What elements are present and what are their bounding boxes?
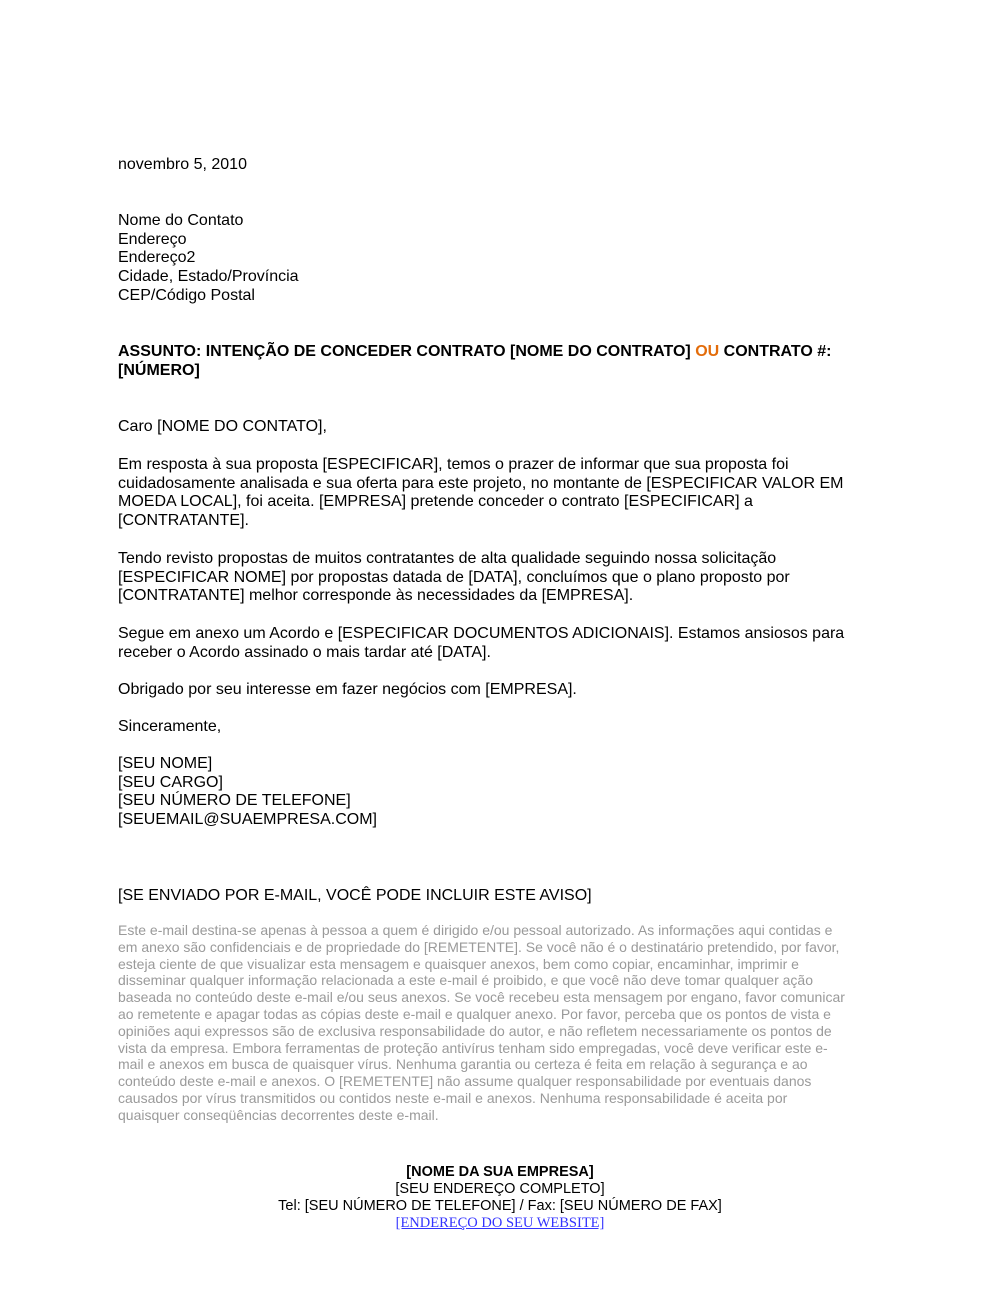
- footer-address: [SEU ENDEREÇO COMPLETO]: [395, 1181, 605, 1197]
- footer-phone-fax: Tel: [SEU NÚMERO DE TELEFONE] / Fax: [SEU NÚMERO DE FAX]: [278, 1198, 722, 1214]
- text-line: [CONTRATANTE].: [118, 512, 249, 530]
- text-line: esteja ciente de que visualizar esta mensagem e quaisquer anexos, bem como copiar, encaminhar, imprimir e: [118, 955, 799, 972]
- footer-website-link[interactable]: [ENDEREÇO DO SEU WEBSITE]: [395, 1215, 605, 1231]
- subject-line2: [NÚMERO]: [118, 361, 200, 379]
- signature-block: [118, 755, 377, 830]
- text-line: MOEDA LOCAL], foi aceita. [EMPRESA] pretende conceder o contrato [ESPECIFICAR] a: [118, 493, 753, 511]
- text-line: ao remetente e apagar todas as cópias deste e-mail e qualquer anexo. Por favor, perceba que os pontos de vista e: [118, 1005, 831, 1022]
- text-line: Nome do Contato: [118, 212, 244, 229]
- text-line: Endereço: [118, 230, 187, 248]
- text-line: mail e anexos em busca de quaisquer vírus. Nenhuma garantia ou certeza é feita em relação à segurança e ao: [118, 1056, 808, 1073]
- email-disclaimer: [118, 922, 845, 1124]
- closing: Sinceramente,: [118, 718, 222, 735]
- paragraph-3: [118, 625, 844, 662]
- text-line: baseada no conteúdo deste e-mail e/ou seus anexos. Se você recebeu esta mensagem por engano, favor comunicar: [118, 989, 845, 1006]
- subject-or: OU: [695, 343, 720, 360]
- text-line: CEP/Código Postal: [118, 286, 255, 304]
- paragraph-1: [118, 456, 843, 531]
- text-line: Em resposta à sua proposta [ESPECIFICAR], temos o prazer de informar que sua proposta foi: [118, 456, 789, 473]
- text-line: em anexo são confidenciais e de propriedade do [REMETENTE]. Se você não é o destinatário pretendido, por favor,: [118, 938, 840, 955]
- subject-line: [118, 343, 831, 380]
- text-line: opiniões aqui expressos são de exclusiva responsabilidade do autor, e não refletem necessariamente os pontos de: [118, 1022, 832, 1039]
- footer-company-name: [NOME DA SUA EMPRESA]: [406, 1164, 594, 1180]
- text-line: disseminar qualquer informação relacionada a este e-mail é proibido, e que você não deve tomar qualquer ação: [118, 972, 813, 989]
- text-line: Endereço2: [118, 249, 196, 267]
- text-line: Segue em anexo um Acordo e [ESPECIFICAR DOCUMENTOS ADICIONAIS]. Estamos ansiosos para: [118, 625, 845, 642]
- text-line: causados por vírus transmitidos ou contidos neste e-mail e anexos. Nenhuma responsabilidade é aceita por: [118, 1089, 788, 1106]
- subject-part2: CONTRATO #:: [719, 343, 832, 360]
- paragraph-2: [118, 550, 790, 606]
- text-line: receber o Acordo assinado o mais tardar até [DATA].: [118, 643, 491, 661]
- recipient-address: [118, 212, 299, 306]
- text-line: conteúdo deste e-mail e anexos. O [REMETENTE] não assume qualquer responsabilidade por eventuais danos: [118, 1073, 812, 1090]
- notice-heading: [SE ENVIADO POR E-MAIL, VOCÊ PODE INCLUIR ESTE AVISO]: [118, 887, 592, 904]
- company-footer: [0, 1164, 1000, 1232]
- text-line: [SEU CARGO]: [118, 773, 223, 791]
- text-line: Este e-mail destina-se apenas à pessoa a quem é dirigido e/ou pessoal autorizado. As informações aqui contidas e: [118, 922, 833, 938]
- text-line: [SEUEMAIL@SUAEMPRESA.COM]: [118, 811, 377, 829]
- letter-date: novembro 5, 2010: [118, 156, 247, 173]
- subject-part1: ASSUNTO: INTENÇÃO DE CONCEDER CONTRATO [NOME DO CONTRATO]: [118, 343, 696, 360]
- greeting: Caro [NOME DO CONTATO],: [118, 418, 327, 435]
- text-line: [ESPECIFICAR NOME] por propostas datada de [DATA], concluímos que o plano proposto por: [118, 568, 790, 586]
- text-line: [SEU NÚMERO DE TELEFONE]: [118, 792, 351, 810]
- text-line: Tendo revisto propostas de muitos contratantes de alta qualidade seguindo nossa solicitação: [118, 550, 777, 567]
- text-line: vista da empresa. Embora ferramentas de proteção antivírus tenham sido empregadas, você deve verificar este e-: [118, 1039, 828, 1056]
- text-line: Obrigado por seu interesse em fazer negócios com [EMPRESA].: [118, 681, 577, 698]
- paragraph-4: [118, 681, 577, 700]
- text-line: Cidade, Estado/Província: [118, 268, 299, 286]
- text-line: quaisquer conseqüências decorrentes deste e-mail.: [118, 1106, 439, 1123]
- text-line: cuidadosamente analisada e sua oferta para este projeto, no montante de [ESPECIFICAR VALOR EM: [118, 474, 844, 492]
- text-line: [CONTRATANTE] melhor corresponde às necessidades da [EMPRESA].: [118, 587, 634, 605]
- text-line: [SEU NOME]: [118, 755, 213, 772]
